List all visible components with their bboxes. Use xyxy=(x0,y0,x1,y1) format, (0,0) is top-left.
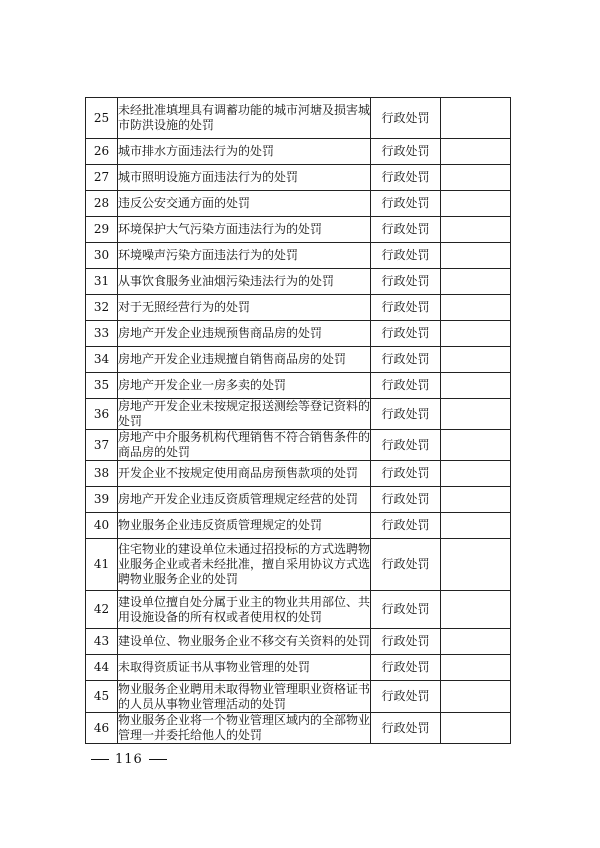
row-note xyxy=(441,513,511,539)
row-number: 39 xyxy=(86,487,118,513)
row-number: 43 xyxy=(86,629,118,655)
table-row xyxy=(86,98,511,139)
row-number: 29 xyxy=(86,217,118,243)
table-row xyxy=(86,655,511,681)
row-item: 物业服务企业违反资质管理规定的处罚 xyxy=(118,513,371,539)
row-note xyxy=(441,629,511,655)
row-type: 行政处罚 xyxy=(371,629,441,655)
row-type: 行政处罚 xyxy=(371,591,441,629)
row-number: 36 xyxy=(86,399,118,430)
row-item: 从事饮食服务业油烟污染违法行为的处罚 xyxy=(118,269,371,295)
row-item: 物业服务企业聘用未取得物业管理职业资格证书的人员从事物业管理活动的处罚 xyxy=(118,681,371,711)
row-type: 行政处罚 xyxy=(371,295,441,321)
table-body xyxy=(86,98,511,744)
table-row xyxy=(86,191,511,217)
footer-dash-left xyxy=(91,759,109,760)
table-row xyxy=(86,139,511,165)
row-type: 行政处罚 xyxy=(371,430,441,461)
row-type: 行政处罚 xyxy=(371,243,441,269)
row-note xyxy=(441,430,511,461)
table-row xyxy=(86,681,511,713)
row-type: 行政处罚 xyxy=(371,399,441,430)
row-number: 31 xyxy=(86,269,118,295)
table-row xyxy=(86,321,511,347)
table-row xyxy=(86,347,511,373)
row-type: 行政处罚 xyxy=(371,139,441,165)
table-row xyxy=(86,399,511,430)
table-row xyxy=(86,713,511,744)
row-note xyxy=(441,321,511,347)
row-note xyxy=(441,399,511,430)
row-number: 40 xyxy=(86,513,118,539)
table-row xyxy=(86,217,511,243)
table-row xyxy=(86,295,511,321)
row-item: 建设单位擅自处分属于业主的物业共用部位、共用设施设备的所有权或者使用权的处罚 xyxy=(118,591,371,629)
table-row xyxy=(86,629,511,655)
row-note xyxy=(441,713,511,744)
row-item: 物业服务企业将一个物业管理区域内的全部物业管理一并委托给他人的处罚 xyxy=(118,713,371,742)
table-row xyxy=(86,461,511,487)
row-type: 行政处罚 xyxy=(371,461,441,487)
row-number: 37 xyxy=(86,430,118,461)
row-item: 违反公安交通方面的处罚 xyxy=(118,191,371,217)
row-note xyxy=(441,487,511,513)
row-item: 对于无照经营行为的处罚 xyxy=(118,295,371,321)
table-row xyxy=(86,165,511,191)
row-type: 行政处罚 xyxy=(371,513,441,539)
row-item: 环境保护大气污染方面违法行为的处罚 xyxy=(118,217,371,243)
row-number: 41 xyxy=(86,539,118,591)
row-note xyxy=(441,139,511,165)
row-type: 行政处罚 xyxy=(371,681,441,713)
row-type: 行政处罚 xyxy=(371,487,441,513)
table-row xyxy=(86,269,511,295)
row-note xyxy=(441,347,511,373)
row-item: 住宅物业的建设单位未通过招投标的方式选聘物业服务企业或者未经批准，擅自采用协议方式选聘物业服务企业的处罚 xyxy=(118,539,371,591)
row-note xyxy=(441,539,511,591)
row-item: 城市排水方面违法行为的处罚 xyxy=(118,139,371,165)
row-type: 行政处罚 xyxy=(371,98,441,139)
row-number: 33 xyxy=(86,321,118,347)
table-row xyxy=(86,373,511,399)
row-note xyxy=(441,461,511,487)
row-number: 28 xyxy=(86,191,118,217)
row-item: 未经批准填埋具有调蓄功能的城市河塘及损害城市防洪设施的处罚 xyxy=(118,98,371,139)
row-type: 行政处罚 xyxy=(371,539,441,591)
row-number: 42 xyxy=(86,591,118,629)
page-footer xyxy=(85,752,173,767)
row-note xyxy=(441,243,511,269)
table-row xyxy=(86,430,511,461)
row-note xyxy=(441,591,511,629)
row-note xyxy=(441,681,511,713)
row-note xyxy=(441,269,511,295)
row-type: 行政处罚 xyxy=(371,191,441,217)
row-number: 46 xyxy=(86,713,118,744)
page-number: 116 xyxy=(115,752,143,767)
row-item: 开发企业不按规定使用商品房预售款项的处罚 xyxy=(118,461,371,487)
row-note xyxy=(441,295,511,321)
row-note xyxy=(441,655,511,681)
row-type: 行政处罚 xyxy=(371,373,441,399)
table-row xyxy=(86,513,511,539)
row-type: 行政处罚 xyxy=(371,269,441,295)
row-type: 行政处罚 xyxy=(371,165,441,191)
row-number: 26 xyxy=(86,139,118,165)
row-type: 行政处罚 xyxy=(371,655,441,681)
row-number: 32 xyxy=(86,295,118,321)
row-note xyxy=(441,217,511,243)
row-number: 35 xyxy=(86,373,118,399)
row-number: 25 xyxy=(86,98,118,139)
table-row xyxy=(86,243,511,269)
row-item: 房地产中介服务机构代理销售不符合销售条件的商品房的处罚 xyxy=(118,430,371,459)
row-note xyxy=(441,373,511,399)
row-type: 行政处罚 xyxy=(371,713,441,744)
row-number: 27 xyxy=(86,165,118,191)
row-note xyxy=(441,165,511,191)
row-number: 38 xyxy=(86,461,118,487)
table-row xyxy=(86,539,511,591)
row-type: 行政处罚 xyxy=(371,321,441,347)
footer-dash-right xyxy=(149,759,167,760)
row-item: 房地产开发企业违规预售商品房的处罚 xyxy=(118,321,371,347)
row-type: 行政处罚 xyxy=(371,217,441,243)
row-item: 城市照明设施方面违法行为的处罚 xyxy=(118,165,371,191)
row-item: 未取得资质证书从事物业管理的处罚 xyxy=(118,655,371,681)
row-number: 44 xyxy=(86,655,118,681)
row-item: 房地产开发企业违反资质管理规定经营的处罚 xyxy=(118,487,371,513)
row-item: 环境噪声污染方面违法行为的处罚 xyxy=(118,243,371,269)
row-item: 房地产开发企业未按规定报送测绘等登记资料的处罚 xyxy=(118,399,371,428)
row-note xyxy=(441,98,511,139)
row-item: 建设单位、物业服务企业不移交有关资料的处罚 xyxy=(118,629,371,655)
row-note xyxy=(441,191,511,217)
row-type: 行政处罚 xyxy=(371,347,441,373)
row-number: 34 xyxy=(86,347,118,373)
row-item: 房地产开发企业违规擅自销售商品房的处罚 xyxy=(118,347,371,373)
row-number: 30 xyxy=(86,243,118,269)
table-row xyxy=(86,487,511,513)
row-item: 房地产开发企业一房多卖的处罚 xyxy=(118,373,371,399)
penalty-items-table xyxy=(85,97,511,744)
table-row xyxy=(86,591,511,629)
row-number: 45 xyxy=(86,681,118,713)
